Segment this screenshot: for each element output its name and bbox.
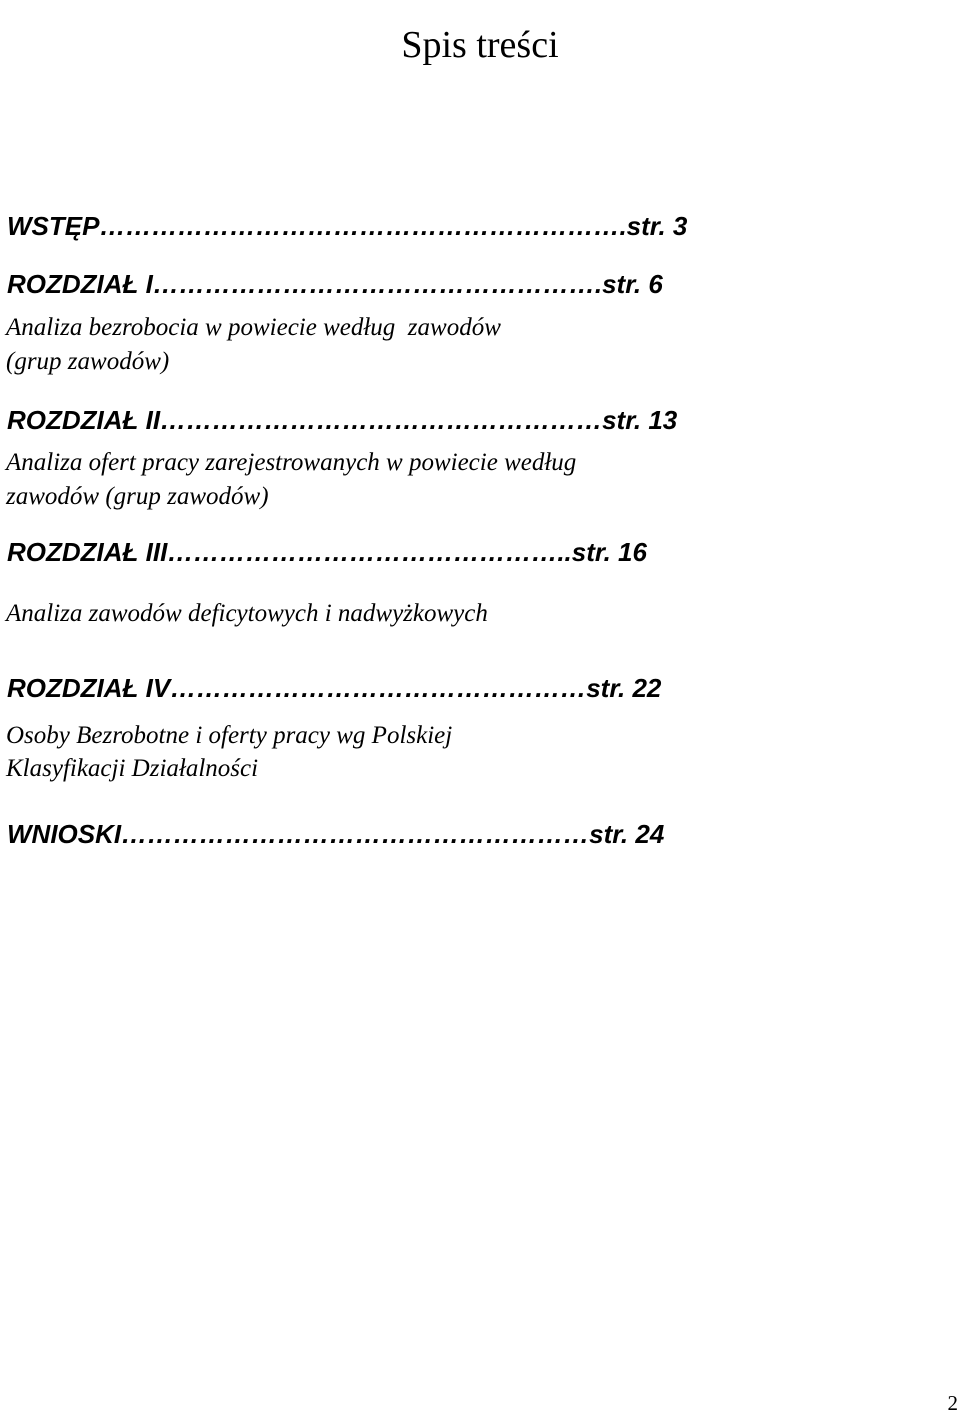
toc-entry-rozdzial-2-description-line-2: zawodów (grup zawodów) — [6, 483, 269, 510]
toc-entry-wstep[interactable]: WSTĘP…………………………………………………….str. 3 — [7, 211, 688, 241]
toc-entry-rozdzial-4-description-line-2: Klasyfikacji Działalności — [6, 755, 259, 782]
toc-entry-rozdzial-1[interactable]: ROZDZIAŁ I…………………………………………….str. 6 — [7, 269, 663, 299]
toc-entry-rozdzial-2-description-line-1: Analiza ofert pracy zarejestrowanych w powiecie według — [6, 449, 577, 476]
toc-entry-rozdzial-1-description-line-2: (grup zawodów) — [6, 348, 170, 375]
toc-entry-rozdzial-1-description-line-1: Analiza bezrobocia w powiecie według zawodów — [6, 314, 501, 341]
toc-entry-rozdzial-3[interactable]: ROZDZIAŁ III………………………………………..str. 16 — [7, 537, 647, 567]
page-title: Spis treści — [401, 24, 559, 67]
toc-entry-rozdzial-3-description-line-1: Analiza zawodów deficytowych i nadwyżkowych — [6, 600, 488, 627]
toc-entry-rozdzial-4[interactable]: ROZDZIAŁ IV…………………………………………str. 22 — [7, 673, 662, 703]
toc-entry-rozdzial-2[interactable]: ROZDZIAŁ II……………………………………………str. 13 — [7, 405, 678, 435]
toc-entry-rozdzial-4-description-line-1: Osoby Bezrobotne i oferty pracy wg Polskiej — [6, 722, 453, 749]
toc-entry-wnioski[interactable]: WNIOSKI………………………………………………str. 24 — [7, 819, 665, 849]
page-number: 2 — [947, 1391, 958, 1415]
